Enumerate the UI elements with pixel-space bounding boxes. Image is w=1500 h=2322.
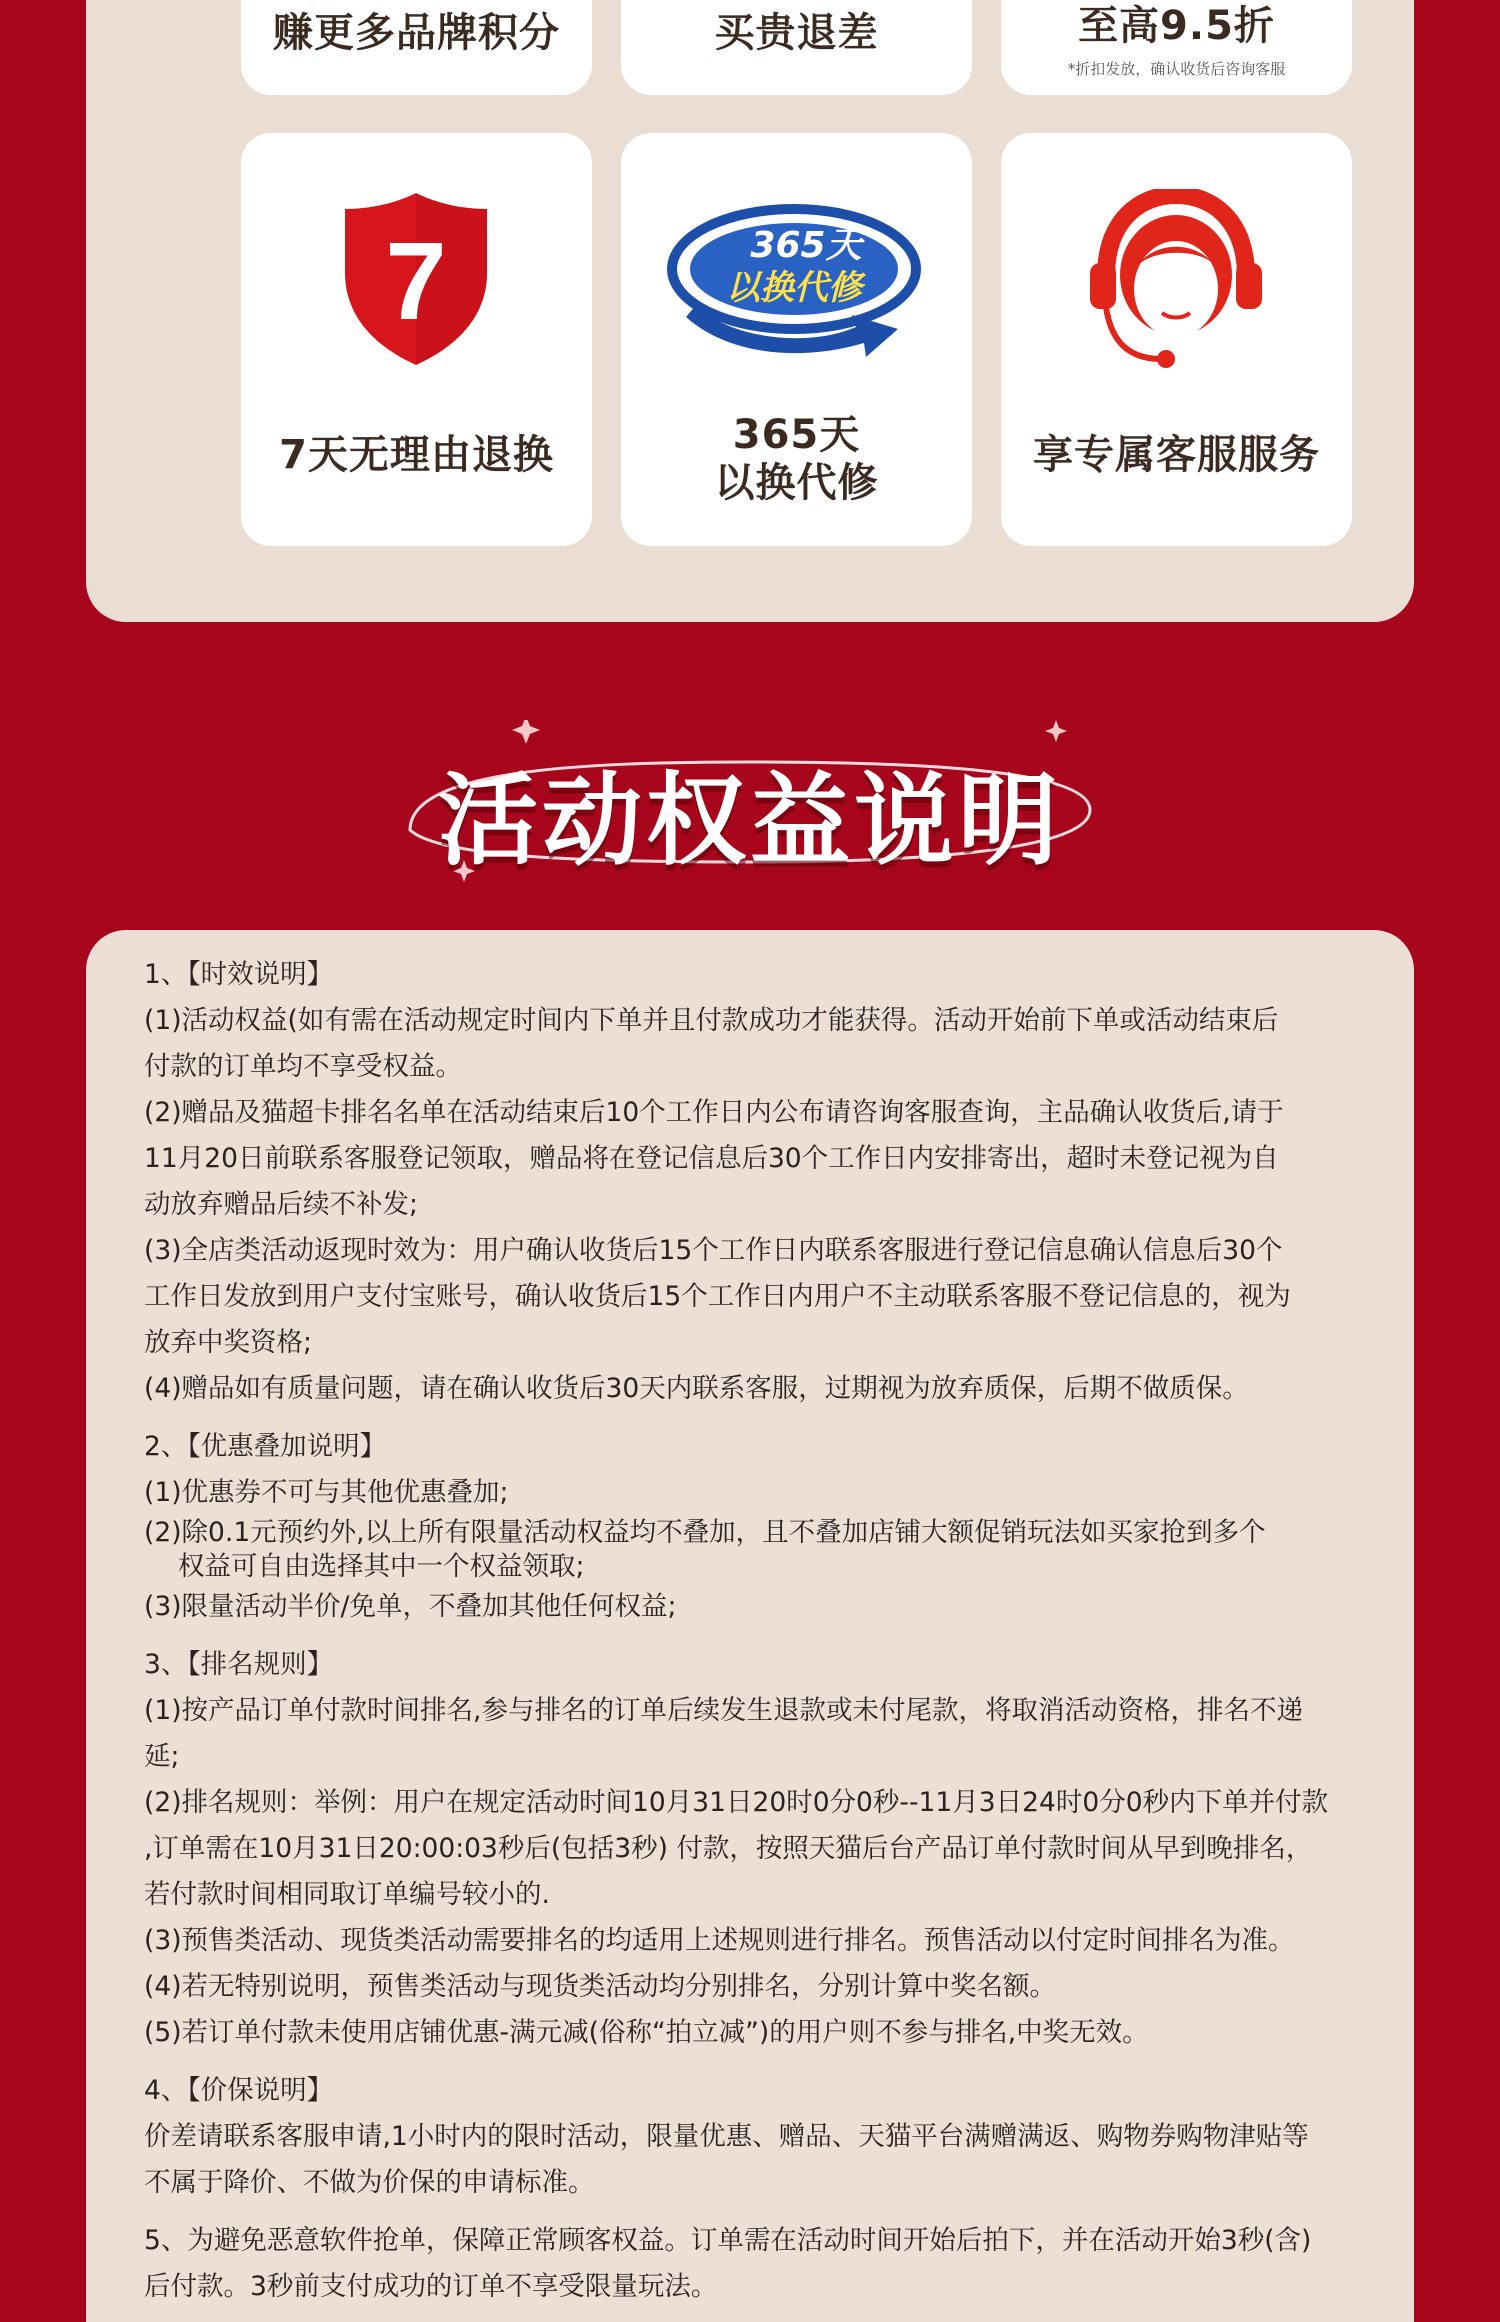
rule-line: (2)排名规则：举例：用户在规定活动时间10月31日20时0分0秒--11月3日24时0分0秒内下单并付款: [144, 1787, 1329, 1818]
rule-line: (4)若无特别说明，预售类活动与现货类活动均分别排名，分别计算中奖名额。: [144, 1971, 1057, 2002]
rule-section-heading: 1、【时效说明】: [144, 959, 334, 990]
rule-line: (2)除0.1元预约外,以上所有限量活动权益均不叠加，且不叠加店铺大额促销玩法如买家抢到多个: [144, 1517, 1266, 1548]
benefit-card-discount: [1001, 0, 1352, 95]
section-title-banner: [0, 700, 1500, 900]
benefit-card-7day-return-label: 7天无理由退换: [279, 432, 554, 478]
benefit-card-customer-service-label: 享专属客服服务: [1033, 432, 1320, 478]
rule-section-heading: 5、为避免恶意软件抢单，保障正常顾客权益。订单需在活动时间开始后拍下，并在活动开始3秒(含): [144, 2225, 1312, 2256]
rule-line: 权益可自由选择其中一个权益领取;: [178, 1551, 585, 1582]
benefit-card-365-line2: 以换代修: [714, 460, 879, 506]
rules-list: [144, 952, 1374, 2310]
shield-seven-icon: [341, 189, 491, 369]
exchange-365-slogan-text: 以换代修: [726, 268, 862, 308]
rule-line: 工作日发放到用户支付宝账号，确认收货后15个工作日内用户不主动联系客服不登记信息的，视为: [144, 1281, 1291, 1312]
rule-line: (5)若订单付款未使用店铺优惠-满元减(俗称“拍立减”)的用户则不参与排名,中奖无效。: [144, 2017, 1149, 2048]
benefit-card-365-exchange-label: [621, 411, 972, 507]
benefit-card-365-exchange: [621, 133, 972, 546]
rule-line: (1)优惠券不可与其他优惠叠加;: [144, 1477, 509, 1508]
shield-seven-number: 7: [385, 220, 447, 343]
benefit-card-points: [241, 0, 592, 95]
rule-line: 若付款时间相同取订单编号较小的.: [144, 1879, 550, 1910]
rule-section-heading: 2、【优惠叠加说明】: [144, 1431, 387, 1462]
rule-line: 延;: [144, 1741, 180, 1772]
rule-line: (3)预售类活动、现货类活动需要排名的均适用上述规则进行排名。预售活动以付定时间排名为准。: [144, 1925, 1295, 1956]
rule-line: 放弃中奖资格;: [144, 1327, 312, 1358]
rule-line: ,订单需在10月31日20:00:03秒后(包括3秒) 付款，按照天猫后台产品订单付款时间从早到晚排名，: [144, 1833, 1313, 1864]
benefit-card-price-protect-label: 买贵退差: [714, 10, 879, 56]
rule-line: 后付款。3秒前支付成功的订单不享受限量玩法。: [144, 2271, 718, 2302]
customer-service-icon: [1076, 189, 1276, 379]
exchange-365-days-text: 365天: [750, 225, 862, 266]
rule-line: 付款的订单均不享受权益。: [144, 1051, 462, 1082]
rule-line: 不属于降价、不做为价保的申请标准。: [144, 2167, 595, 2198]
rule-line: (3)全店类活动返现时效为：用户确认收货后15个工作日内联系客服进行登记信息确认信息后30个: [144, 1235, 1283, 1266]
benefit-card-discount-label: 至高9.5折: [1078, 3, 1275, 49]
rule-section-heading: 3、【排名规则】: [144, 1649, 334, 1680]
rule-line: 11月20日前联系客服登记领取，赠品将在登记信息后30个工作日内安排寄出，超时未登记视为自: [144, 1143, 1279, 1174]
rule-line: 动放弃赠品后续不补发;: [144, 1189, 418, 1220]
exchange-365-icon: [666, 187, 926, 357]
rule-line: (1)活动权益(如有需在活动规定时间内下单并且付款成功才能获得。活动开始前下单或活动结束后: [144, 1005, 1279, 1036]
benefit-card-365-line1: 365天: [732, 412, 861, 458]
rule-line: 价差请联系客服申请,1小时内的限时活动，限量优惠、赠品、天猫平台满赠满返、购物券购物津贴等: [144, 2121, 1309, 2152]
rule-line: (4)赠品如有质量问题，请在确认收货后30天内联系客服，过期视为放弃质保，后期不做质保。: [144, 1373, 1249, 1404]
benefit-card-customer-service: [1001, 133, 1352, 546]
section-title: 活动权益说明: [438, 762, 1062, 879]
benefit-card-price-protect: [621, 0, 972, 95]
rule-section-heading: 4、【价保说明】: [144, 2075, 334, 2106]
benefit-card-points-label: 赚更多品牌积分: [273, 10, 560, 56]
benefit-card-7day-return: [241, 133, 592, 546]
rule-line: (2)赠品及猫超卡排名名单在活动结束后10个工作日内公布请咨询客服查询，主品确认收货后,请于: [144, 1097, 1284, 1128]
rule-line: (3)限量活动半价/免单，不叠加其他任何权益;: [144, 1591, 677, 1622]
benefit-card-discount-note: *折扣发放，确认收货后咨询客服: [1067, 60, 1286, 78]
rules-panel: [86, 930, 1414, 2322]
rule-line: (1)按产品订单付款时间排名,参与排名的订单后续发生退款或未付尾款，将取消活动资格，排名不递: [144, 1695, 1303, 1726]
